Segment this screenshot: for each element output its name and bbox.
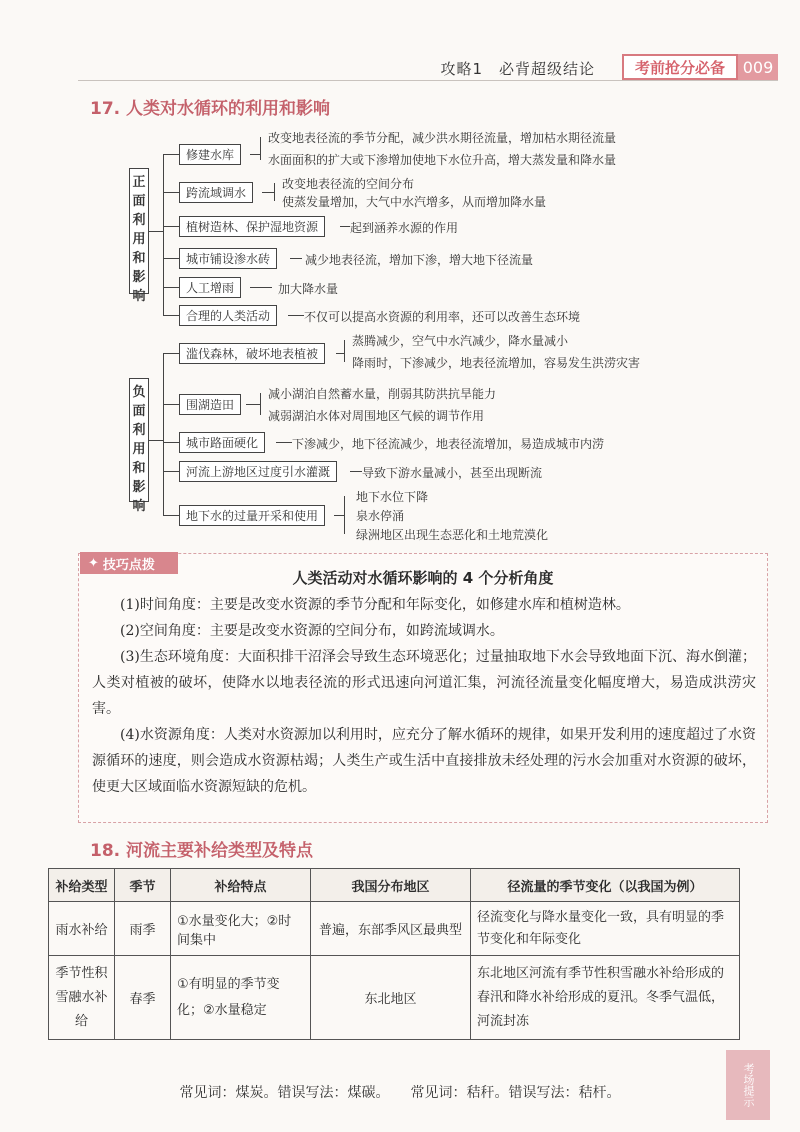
effect-text: 蒸腾减少，空气中水汽减少，降水量减小 (352, 334, 569, 348)
table-cell: 东北地区河流有季节性积雪融水补给形成的春汛和降水补给形成的夏汛。冬季气温低，河流封冻 (471, 956, 740, 1040)
box-groundwater-overuse: 地下水的过量开采和使用 (179, 505, 325, 526)
effect-text: 减弱湖泊水体对周围地区气候的调节作用 (268, 409, 485, 423)
table-cell: 东北地区 (311, 956, 471, 1040)
header-badge: 考前抢分必备 (622, 54, 738, 80)
connector (334, 515, 344, 516)
section-18-title: 18. 河流主要补给类型及特点 (90, 841, 314, 861)
connector (274, 183, 275, 201)
connector (163, 226, 179, 227)
table-header-row (49, 869, 740, 902)
connector (163, 353, 179, 354)
connector (163, 315, 179, 316)
connector (290, 258, 302, 259)
table-header: 补给特点 (171, 869, 311, 902)
tips-paragraph: (1)时间角度：主要是改变水资源的季节分配和年际变化，如修建水库和植树造林。 (120, 597, 630, 613)
tips-paragraph: (4)水资源角度：人类对水资源加以利用时，应充分了解水循环的规律，如果开发利用的速度超过了水资源循环的速度，则会造成水资源枯竭；人类生产或生活中直接排放未经处理的污水会加重对水资源的破坏，使更大区域面临水资源短缺的危机。 (92, 727, 756, 795)
effect-text: 水面面积的扩大或下渗增加使地下水位升高，增大蒸发量和降水量 (268, 153, 617, 167)
effect-text: 加大降水量 (278, 282, 339, 296)
connector (336, 353, 344, 354)
side-tab: 考场提示 (726, 1050, 770, 1120)
connector (149, 440, 163, 441)
connector (260, 137, 261, 160)
effect-text: 改变地表径流的空间分布 (282, 177, 415, 191)
connector (344, 496, 345, 534)
negative-label: 负面利用和影响 (129, 378, 149, 502)
box-road-hardening: 城市路面硬化 (179, 432, 265, 453)
connector (163, 287, 179, 288)
connector (246, 404, 260, 405)
effect-text: 导致下游水量减小，甚至出现断流 (362, 466, 543, 480)
effect-text: 绿洲地区出现生态恶化和土地荒漠化 (356, 528, 549, 542)
table-header: 补给类型 (49, 869, 115, 902)
table-row (49, 956, 740, 1040)
connector (350, 471, 362, 472)
table-header: 我国分布地区 (311, 869, 471, 902)
box-deforestation: 滥伐森林，破坏地表植被 (179, 343, 325, 364)
effect-text: 减少地表径流，增加下渗，增大地下径流量 (305, 253, 534, 267)
water-cycle-tree (0, 0, 800, 550)
table-cell: ①水量变化大；②时间集中 (171, 902, 311, 956)
connector (163, 442, 179, 443)
connector (260, 393, 261, 415)
connector (276, 442, 292, 443)
connector (163, 471, 179, 472)
effect-text: 改变地表径流的季节分配，减少洪水期径流量，增加枯水期径流量 (268, 131, 617, 145)
connector (163, 353, 164, 516)
connector (163, 515, 179, 516)
effect-text: 泉水停涌 (356, 509, 405, 523)
table-cell: 雨季 (115, 902, 171, 956)
box-lake-reclamation: 围湖造田 (179, 394, 241, 415)
tips-paragraph: (2)空间角度：主要是改变水资源的空间分布，如跨流域调水。 (120, 623, 504, 639)
box-permeable-brick: 城市铺设渗水砖 (179, 248, 277, 269)
table-cell: 径流变化与降水量变化一致，具有明显的季节变化和年际变化 (471, 902, 740, 956)
table-header: 径流量的季节变化（以我国为例） (471, 869, 740, 902)
tips-title: 人类活动对水循环影响的 4 个分析角度 (292, 569, 554, 587)
connector (250, 287, 272, 288)
connector (288, 315, 304, 316)
footer-note: 常见词：煤炭。错误写法：煤碳。 常见词：秸秆。错误写法：秸杆。 (179, 1085, 621, 1101)
connector (163, 154, 179, 155)
box-afforestation: 植树造林、保护湿地资源 (179, 216, 325, 237)
box-artificial-rain: 人工增雨 (179, 277, 241, 298)
connector (262, 192, 274, 193)
box-water-transfer: 跨流域调水 (179, 182, 253, 203)
effect-text: 减小湖泊自然蓄水量，削弱其防洪抗旱能力 (268, 387, 497, 401)
tips-body (92, 592, 756, 800)
table-cell: 季节性积雪融水补给 (49, 956, 115, 1040)
connector (340, 226, 350, 227)
lightbulb-icon: ✦ (88, 555, 99, 571)
box-rational-activity: 合理的人类活动 (179, 305, 277, 326)
effect-text: 不仅可以提高水资源的利用率，还可以改善生态环境 (304, 310, 581, 324)
tips-paragraph: (3)生态环境角度：大面积排干沼泽会导致生态环境恶化；过量抽取地下水会导致地面下沉、海水倒灌；人类对植被的破坏，使降水以地表径流的形式迅速向河道汇集，河流径流量变化幅度增大，易造成洪涝灾害。 (92, 649, 756, 717)
effect-text: 降雨时，下渗减少，地表径流增加，容易发生洪涝灾害 (352, 356, 641, 370)
effect-text: 起到涵养水源的作用 (350, 221, 459, 235)
section-17-title: 17. 人类对水循环的利用和影响 (90, 99, 331, 119)
table-cell: 春季 (115, 956, 171, 1040)
header-crumb: 攻略1 必背超级结论 (440, 60, 595, 78)
table-header: 季节 (115, 869, 171, 902)
table-cell: ①有明显的季节变化；②水量稳定 (171, 956, 311, 1040)
connector (250, 154, 260, 155)
effect-text: 地下水位下降 (356, 490, 429, 504)
connector (163, 258, 179, 259)
box-upstream-irrigation: 河流上游地区过度引水灌溉 (179, 461, 337, 482)
connector (163, 404, 179, 405)
recharge-table (48, 868, 740, 1040)
effect-text: 下渗减少，地下径流减少，地表径流增加，易造成城市内涝 (292, 437, 605, 451)
connector (163, 154, 164, 315)
connector (163, 192, 179, 193)
connector (149, 231, 163, 232)
box-reservoir: 修建水库 (179, 144, 241, 165)
table-cell: 普遍，东部季风区最典型 (311, 902, 471, 956)
effect-text: 使蒸发量增加，大气中水汽增多，从而增加降水量 (282, 195, 547, 209)
table-row (49, 902, 740, 956)
table-cell: 雨水补给 (49, 902, 115, 956)
connector (344, 340, 345, 362)
tips-tag-label: 技巧点拨 (102, 557, 155, 573)
page-number: 009 (738, 54, 778, 80)
positive-label: 正面利用和影响 (129, 168, 149, 294)
